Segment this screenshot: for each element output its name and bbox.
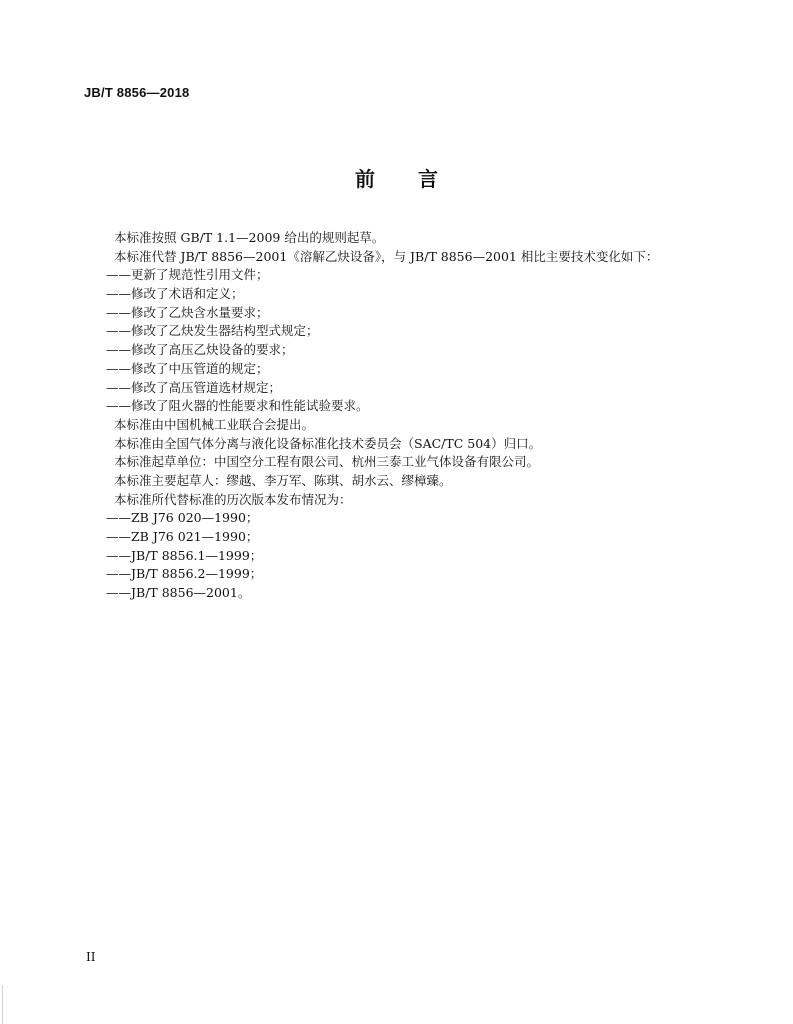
list-item: ——JB/T 8856.1—1999；	[106, 547, 263, 563]
list-item: ——修改了高压管道选材规定；	[106, 379, 282, 395]
list-item: ——修改了中压管道的规定；	[106, 360, 269, 376]
list-item: ——ZB J76 021—1990；	[106, 529, 259, 544]
list-item: ——更新了规范性引用文件；	[106, 267, 269, 283]
page-title-char-1: 前	[355, 167, 376, 191]
paragraph-line: 本标准代替 JB/T 8856—2001《溶解乙炔设备》，与 JB/T 8856—2001 相比主要技术变化如下：	[114, 248, 659, 264]
document-code-header: JB/T 8856—2018	[84, 85, 190, 100]
paragraph-line: 本标准由全国气体分离与液化设备标准化技术委员会（SAC/TC 504）归口。	[114, 435, 542, 451]
scan-edge-line	[2, 985, 3, 1024]
page-title	[0, 163, 793, 192]
page-number: II	[86, 950, 96, 964]
page-title-char-2: 言	[417, 167, 438, 191]
foreword-body	[106, 229, 754, 603]
list-item: ——JB/T 8856.2—1999；	[106, 566, 263, 582]
paragraph-line: 本标准主要起草人：缪越、李万军、陈琪、胡水云、缪樟臻。	[114, 472, 452, 488]
list-item: ——修改了高压乙炔设备的要求；	[106, 342, 294, 358]
list-item: ——修改了乙炔发生器结构型式规定；	[106, 323, 319, 339]
paragraph-line: 本标准由中国机械工业联合会提出。	[114, 416, 315, 432]
paragraph-line: 本标准所代替标准的历次版本发布情况为：	[114, 491, 352, 507]
list-item: ——JB/T 8856—2001。	[106, 585, 251, 601]
paragraph-line: 本标准按照 GB/T 1.1—2009 给出的规则起草。	[114, 230, 385, 245]
list-item: ——修改了乙炔含水量要求；	[106, 304, 269, 320]
list-item: ——ZB J76 020—1990；	[106, 510, 259, 526]
list-item: ——修改了阻火器的性能要求和性能试验要求。	[106, 398, 369, 414]
list-item: ——修改了术语和定义；	[106, 286, 244, 302]
paragraph-line: 本标准起草单位：中国空分工程有限公司、杭州三泰工业气体设备有限公司。	[114, 454, 540, 470]
